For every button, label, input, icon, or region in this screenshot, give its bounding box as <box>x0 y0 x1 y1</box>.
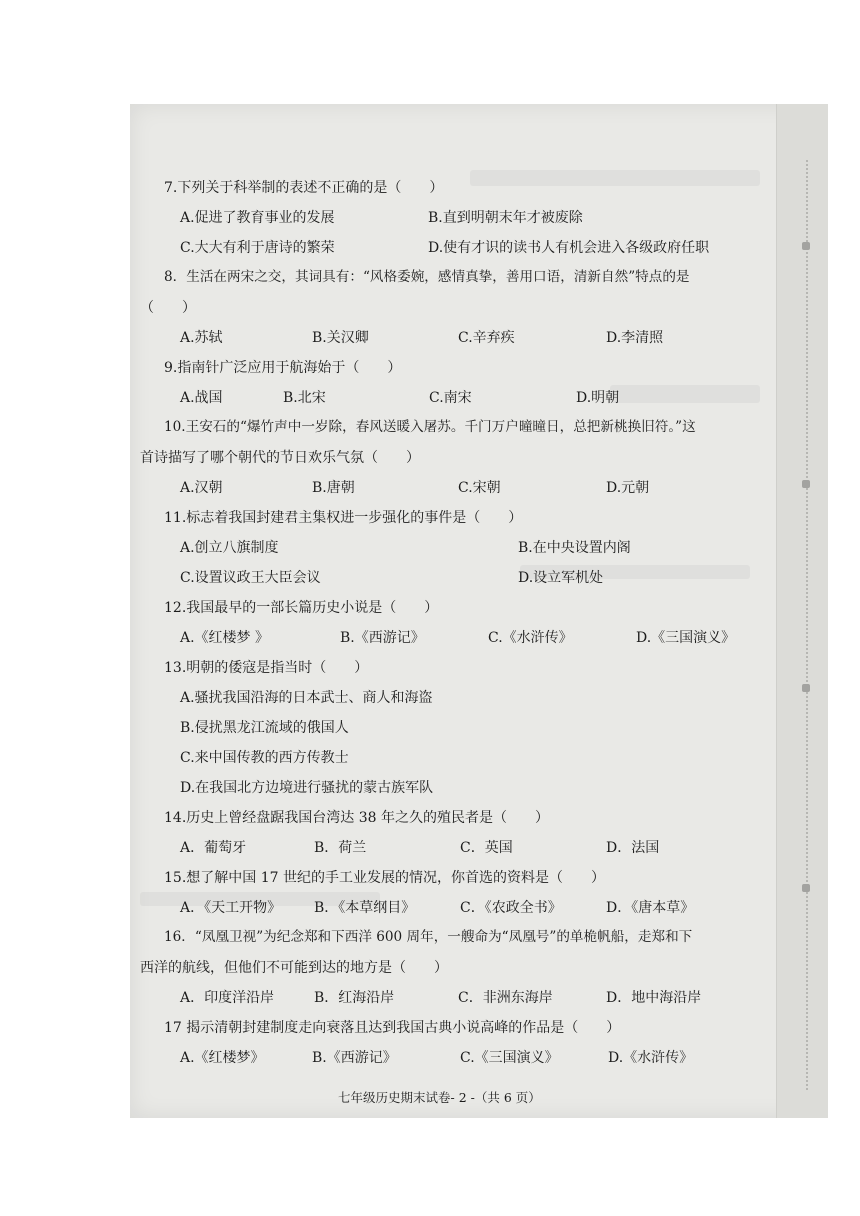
question-16-stem: 16．“凤凰卫视”为纪念郑和下西洋 600 周年，一艘命为“凤凰号”的单桅帆船，走郑和下 <box>164 929 693 945</box>
question-8-option-c: C.辛弃疾 <box>458 330 515 346</box>
question-12-option-d: D.《三国演义》 <box>636 630 736 646</box>
question-9-option-d: D.明朝 <box>576 390 620 406</box>
question-11-option-a: A.创立八旗制度 <box>180 540 279 556</box>
question-7-option-d: D.使有才识的读书人有机会进入各级政府任职 <box>428 240 710 256</box>
question-7-stem: 7.下列关于科举制的表述不正确的是（ ） <box>164 180 444 196</box>
question-14-option-d: D．法国 <box>606 840 660 856</box>
question-15-stem: 15.想了解中国 17 世纪的手工业发展的情况，你首选的资料是（ ） <box>164 870 605 886</box>
question-10-stem: 10.王安石的“爆竹声中一岁除，春风送暖入屠苏。千门万户曈曈日，总把新桃换旧符。”这 <box>164 419 696 435</box>
binding-mark <box>802 884 810 892</box>
question-12-option-c: C.《水浒传》 <box>488 630 573 646</box>
question-17-stem: 17 揭示清朝封建制度走向衰落且达到我国古典小说高峰的作品是（ ） <box>164 1020 621 1036</box>
question-16-option-d: D．地中海沿岸 <box>606 990 702 1006</box>
question-11-option-d: D.设立军机处 <box>518 570 604 586</box>
question-14-option-b: B．荷兰 <box>314 840 367 856</box>
question-12-option-b: B.《西游记》 <box>340 630 425 646</box>
paper-binding-edge <box>776 104 828 1118</box>
question-9-option-b: B.北宋 <box>283 390 326 406</box>
question-17-option-d: D.《水浒传》 <box>608 1050 694 1066</box>
question-12-option-a: A.《红楼梦 》 <box>180 630 270 646</box>
question-8-option-a: A.苏轼 <box>180 330 223 346</box>
question-15-option-b: B．《本草纲目》 <box>314 900 416 916</box>
question-16-stem-continued: 西洋的航线，但他们不可能到达的地方是（ ） <box>140 960 448 976</box>
question-15-option-d: D．《唐本草》 <box>606 900 695 916</box>
question-7-option-c: C.大大有利于唐诗的繁荣 <box>180 240 335 256</box>
question-14-option-c: C．英国 <box>460 840 513 856</box>
question-17-option-b: B.《西游记》 <box>312 1050 397 1066</box>
question-17-option-a: A.《红楼梦》 <box>180 1050 265 1066</box>
question-9-option-a: A.战国 <box>180 390 223 406</box>
question-10-option-c: C.宋朝 <box>458 480 501 496</box>
question-9-stem: 9.指南针广泛应用于航海始于（ ） <box>164 360 402 376</box>
question-13-option-b: B.侵扰黑龙江流域的俄国人 <box>180 720 349 736</box>
question-13-option-a: A.骚扰我国沿海的日本武士、商人和海盗 <box>180 690 433 706</box>
binding-dotted-line <box>806 160 808 1090</box>
question-13-stem: 13.明朝的倭寇是指当时（ ） <box>164 660 369 676</box>
page-footer: 七年级历史期末试卷- 2 -（共 6 页） <box>338 1090 541 1105</box>
question-10-option-d: D.元朝 <box>606 480 650 496</box>
question-8-option-d: D.李清照 <box>606 330 664 346</box>
question-17-option-c: C.《三国演义》 <box>460 1050 559 1066</box>
binding-mark <box>802 480 810 488</box>
question-14-option-a: A．葡萄牙 <box>180 840 247 856</box>
question-7-option-a: A.促进了教育事业的发展 <box>180 210 335 226</box>
bleed-through-smudge <box>610 385 760 403</box>
question-11-option-c: C.设置议政王大臣会议 <box>180 570 321 586</box>
question-8-stem-continued: （ ） <box>140 300 196 316</box>
question-16-option-a: A．印度洋沿岸 <box>180 990 275 1006</box>
binding-mark <box>802 684 810 692</box>
question-14-stem: 14.历史上曾经盘踞我国台湾达 38 年之久的殖民者是（ ） <box>164 810 549 826</box>
question-7-option-b: B.直到明朝末年才被废除 <box>428 210 583 226</box>
question-13-option-c: C.来中国传教的西方传教士 <box>180 750 349 766</box>
question-8-stem: 8．生活在两宋之交，其词具有：“风格委婉，感情真挚，善用口语，清新自然”特点的是 <box>164 269 690 285</box>
question-10-stem-continued: 首诗描写了哪个朝代的节日欢乐气氛（ ） <box>140 450 420 466</box>
question-12-stem: 12.我国最早的一部长篇历史小说是（ ） <box>164 600 439 616</box>
question-8-option-b: B.关汉卿 <box>312 330 369 346</box>
question-15-option-c: C．《农政全书》 <box>460 900 562 916</box>
question-11-option-b: B.在中央设置内阁 <box>518 540 631 556</box>
bleed-through-smudge <box>470 170 760 186</box>
question-9-option-c: C.南宋 <box>429 390 472 406</box>
question-15-option-a: A．《天工开物》 <box>180 900 282 916</box>
question-13-option-d: D.在我国北方边境进行骚扰的蒙古族军队 <box>180 780 434 796</box>
question-10-option-b: B.唐朝 <box>312 480 355 496</box>
question-10-option-a: A.汉朝 <box>180 480 223 496</box>
question-11-stem: 11.标志着我国封建君主集权进一步强化的事件是（ ） <box>164 510 523 526</box>
binding-mark <box>802 242 810 250</box>
question-16-option-c: C．非洲东海岸 <box>458 990 553 1006</box>
question-16-option-b: B．红海沿岸 <box>314 990 395 1006</box>
